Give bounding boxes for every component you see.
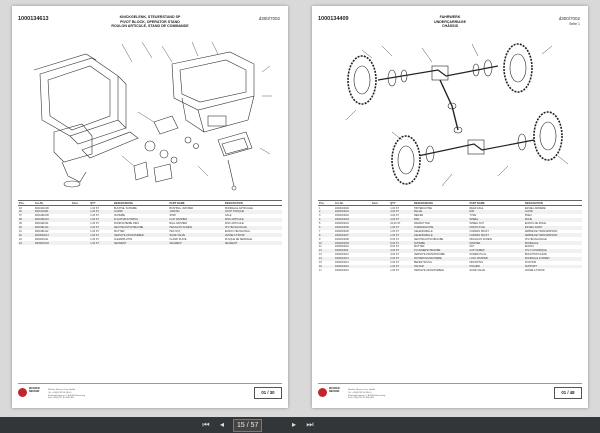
col-part-name: PART NAME xyxy=(468,201,523,206)
table-cell: SECHSKANTSCHRAUBE xyxy=(113,226,168,230)
table-cell: DISC ARTICULE xyxy=(224,218,282,222)
table-cell: BOUCHON FILETE xyxy=(524,253,547,257)
table-cell: 30 xyxy=(18,210,34,214)
table-cell: FLACHSPLINT/RING xyxy=(113,218,168,222)
col-anm: Anm. xyxy=(71,201,89,206)
table-cell: SEGMENT xyxy=(113,241,168,245)
table-cell: SEGMENT xyxy=(168,241,223,245)
page-title xyxy=(312,15,588,29)
last-page-icon[interactable]: ⏭ xyxy=(306,420,314,429)
footer-address: Wacker Neuson Linz GmbH Tel. +43(0)732 90 590-0 Flughafenstrasse 7, A-4063 Hörsching Fax +43(0)732 90 590-300 xyxy=(48,389,86,400)
table-cell: VIS CYLINDRIQUE xyxy=(524,249,582,253)
table-cell: 24,00 ST xyxy=(390,222,401,226)
table-cell: 1000013004 xyxy=(334,222,349,226)
table-cell: 1 xyxy=(319,206,321,210)
title-de: FAHRWERK xyxy=(439,15,461,19)
table-cell: SICHERUNGSSCHEIBE xyxy=(413,257,468,261)
table-cell: 0000161011 xyxy=(34,222,49,226)
table-cell: SEGMENT xyxy=(224,241,282,245)
table-cell: SCHEIBE xyxy=(413,241,468,245)
table-cell: DISC ARTICULE xyxy=(224,222,244,226)
table-cell: VIS HEXAGONALE xyxy=(524,237,547,241)
table-cell: 40 xyxy=(18,226,34,230)
table-cell: 0000161006 xyxy=(34,214,49,218)
table-cell: PLAQUE DE SERRAGE xyxy=(224,237,253,241)
table-cell: 37 xyxy=(19,214,22,218)
table-cell: REAR AXLE xyxy=(469,206,484,210)
col-qty: QTY xyxy=(389,201,413,206)
table-cell: 8,00 ST xyxy=(389,241,413,245)
current-page[interactable]: 15 xyxy=(237,422,245,429)
table-cell: BUCHSE, SCHEIBE xyxy=(114,206,137,210)
table-cell: 8,00 ST xyxy=(390,245,400,249)
table-cell: SUPPORT xyxy=(524,265,582,269)
table-cell: 6 xyxy=(318,226,334,230)
page-number-field[interactable] xyxy=(233,419,262,432)
table-cell: 8,00 ST xyxy=(390,237,400,241)
date-code: d300/7002 xyxy=(558,16,580,21)
table-cell: 1000013010 xyxy=(334,245,349,249)
table-cell: 42 xyxy=(18,233,34,237)
table-cell: GUMMI xyxy=(113,210,168,214)
table-cell: VANNE A TIROIR xyxy=(524,268,545,272)
table-cell: 1000013003 xyxy=(334,218,371,222)
table-cell: HEXAGON SCREW xyxy=(168,226,223,230)
table-cell: 1000013011 xyxy=(334,249,371,253)
document-page-left xyxy=(12,6,288,408)
table-cell: CARDAN SHAFT xyxy=(468,233,523,237)
table-cell: PNEU xyxy=(524,214,532,218)
table-cell: BEFESTIGUNG xyxy=(414,261,432,264)
title-de: KNICKGELENK, STEUERSTAND SP xyxy=(119,15,181,19)
table-cell: MOUNTING xyxy=(469,261,484,264)
table-cell: 44 xyxy=(18,241,34,245)
col-designation: DESIGNATION xyxy=(524,201,582,206)
pdf-viewer-toolbar xyxy=(0,417,600,433)
table-cell: 1000013008 xyxy=(334,237,349,241)
page-title xyxy=(12,15,288,29)
table-cell: 2,00 ST xyxy=(89,226,113,230)
table-cell: BUSHING, WASHER xyxy=(169,206,194,210)
table-cell: FLAT WASHER xyxy=(168,218,223,222)
table-cell: 0000181112 xyxy=(34,229,49,233)
col-art-nr: Art.-Nr. xyxy=(334,201,371,206)
table-cell: 41 xyxy=(19,229,22,233)
table-cell: RONDELLE D'ARRET xyxy=(524,257,582,261)
table-cell: 1000013006 xyxy=(334,229,349,233)
parts-table-body xyxy=(318,206,582,273)
table-cell: 0000181114 xyxy=(34,226,71,230)
sheet-label: Seite 1 xyxy=(569,22,580,26)
table-cell: 4 xyxy=(318,218,334,222)
table-cell: ECROU DE ROUE xyxy=(524,222,546,226)
col-bezeichnung: BEZEICHNUNG xyxy=(113,201,168,206)
table-cell: 2 xyxy=(318,210,334,214)
table-cell: VORDERACHSE xyxy=(413,226,468,230)
table-cell: SCHEIBE xyxy=(114,214,125,218)
table-cell: 9 xyxy=(319,237,321,241)
table-cell: FELGE xyxy=(413,210,468,214)
col-anm: Anm. xyxy=(371,201,389,206)
parts-table-body xyxy=(18,206,282,245)
table-cell: 1000013014 xyxy=(334,261,349,264)
table-cell: FRONT AXLE xyxy=(468,226,523,230)
table-cell: 4,00 ST xyxy=(389,249,413,253)
table-cell: 4,00 ST xyxy=(389,210,413,214)
col-pos: Pos. xyxy=(18,201,34,206)
table-cell: WASHER xyxy=(468,241,523,245)
table-cell: CALE xyxy=(224,214,232,218)
total-pages: / 57 xyxy=(246,422,259,429)
table-cell: MUTTER xyxy=(414,245,425,249)
footer-address: Wacker Neuson Linz GmbH Tel. +43(0)732 90 590-0 Flughafenstrasse 7, A-4063 Hörsching Fax +43(0)732 90 590-300 xyxy=(348,389,386,400)
table-cell: RONDELLE xyxy=(524,241,582,245)
table-cell: ESSIEU AVANT xyxy=(524,226,582,230)
table-cell: 1,00 ST xyxy=(90,229,100,233)
table-cell: 43 xyxy=(19,237,22,241)
table-cell: 1,00 ST xyxy=(389,226,413,230)
table-cell: SCREW PLUG xyxy=(469,253,487,257)
table-cell: 10 xyxy=(318,241,334,245)
table-cell: VERSCHLUSSSCHIEBER xyxy=(113,233,168,237)
table-cell: 0000101006 xyxy=(34,206,49,210)
table-cell: 1000013015 xyxy=(334,265,371,269)
table-cell: SLIDE VALVE xyxy=(168,233,223,237)
date-code: d300/7002 xyxy=(258,16,280,21)
table-cell: HINTERACHSE xyxy=(414,206,432,210)
table-cell: 1000013012 xyxy=(334,253,349,257)
table-cell: 39 xyxy=(19,222,22,226)
brand-name: WACKER NEUSON xyxy=(29,387,40,393)
table-cell: RADMUTTER xyxy=(414,222,430,226)
col-designation: DESIGNATION xyxy=(224,201,282,206)
table-cell: SLIDE VALVE xyxy=(469,268,486,272)
wacker-neuson-logo-icon xyxy=(18,388,27,397)
table-cell: 1000013007 xyxy=(334,233,371,237)
table-row xyxy=(318,268,582,272)
table-cell: KLEMMPLATTE xyxy=(114,237,133,241)
table-cell: GELENKWELLE xyxy=(413,233,468,237)
table-cell: ARBRE DE TRANSMISSION xyxy=(524,233,582,237)
part-number: 1000134409 xyxy=(318,16,349,22)
table-cell: 8 xyxy=(318,233,334,237)
table-cell: HEX NUT xyxy=(169,229,181,233)
table-cell: CARDAN SHAFT xyxy=(469,229,489,233)
table-cell: 1,00 ST xyxy=(89,233,113,237)
table-cell: MUTTER xyxy=(114,229,125,233)
parts-table xyxy=(18,200,282,245)
table-cell: 1,00 ST xyxy=(90,206,100,210)
table-cell: 1000013000 xyxy=(334,206,349,210)
table-cell: BALL WASHER xyxy=(169,222,188,226)
table-cell: ROUE xyxy=(524,218,582,222)
table-cell: CLAMP PLATE xyxy=(169,237,187,241)
table-cell: 11 xyxy=(319,245,322,249)
exploded-drawing-pivot-block xyxy=(22,36,278,196)
table-cell: 1,00 ST xyxy=(390,268,400,272)
table-cell: REIFEN xyxy=(414,214,424,218)
table-cell: 1,00 ST xyxy=(90,222,100,226)
table-cell: 1,00 ST xyxy=(390,229,400,233)
table-cell: 1000013002 xyxy=(334,214,349,218)
table-cell: 0000161010 xyxy=(34,218,71,222)
table-cell: 1,00 ST xyxy=(390,206,400,210)
part-number: 1000134613 xyxy=(18,16,49,22)
table-cell: VERSCHLUSSSCHRAUBE xyxy=(414,253,445,257)
table-cell: 1000013013 xyxy=(334,257,371,261)
table-cell: JANTE xyxy=(524,210,582,214)
table-cell: 15 xyxy=(319,261,322,264)
table-cell: 1,00 ST xyxy=(89,210,113,214)
table-cell: 0000114091 xyxy=(34,210,71,214)
title-en: PIVOT BLOCK, OPERATOR STAND xyxy=(120,19,180,24)
table-cell: 2,00 ST xyxy=(389,257,413,261)
table-cell: 1000013005 xyxy=(334,226,371,230)
table-cell: 18 xyxy=(19,206,22,210)
table-cell: 1,00 ST xyxy=(90,214,100,218)
table-cell: LOCK WASHER xyxy=(468,257,523,261)
table-cell: RUNDSCHEIBE RING xyxy=(114,222,140,226)
page-footer xyxy=(18,383,282,400)
table-cell: 0000000013 xyxy=(34,233,71,237)
col-bezeichnung: BEZEICHNUNG xyxy=(413,201,468,206)
table-cell: 17 xyxy=(319,268,322,272)
table-cell: 0000000103 xyxy=(34,241,71,245)
exploded-drawing-undercarriage xyxy=(322,36,578,196)
table-cell: RONDELLE ARTICULEE xyxy=(224,206,253,210)
table-cell: HOLDER xyxy=(468,265,523,269)
table-cell: 4,00 ST xyxy=(389,218,413,222)
table-cell: GELENKWELLE xyxy=(414,229,433,233)
table-cell: VERSCHLUSSSCHIEBER xyxy=(414,268,444,272)
table-cell: HALTER xyxy=(413,265,468,269)
table-cell: 0000000111 xyxy=(34,237,49,241)
table-cell: 1,00 ST xyxy=(89,241,113,245)
table-cell: JOINING xyxy=(168,210,223,214)
previous-page-icon[interactable]: ◂ xyxy=(219,420,224,429)
table-cell: 4,00 ST xyxy=(390,253,400,257)
table-cell: 38 xyxy=(18,218,34,222)
table-cell: 4,00 ST xyxy=(390,214,400,218)
table-cell: 16 xyxy=(318,265,334,269)
table-cell xyxy=(371,268,389,272)
col-art-nr: Art.-Nr. xyxy=(34,201,71,206)
page-label: 01 / 48 xyxy=(554,387,582,399)
table-cell: 14 xyxy=(318,257,334,261)
table-cell: 5 xyxy=(319,222,321,226)
col-pos: Pos. xyxy=(318,201,334,206)
table-cell: HEXAGON SCREW xyxy=(469,237,492,241)
table-cell: FIXATION xyxy=(524,261,537,264)
table-cell: WHEEL NUT xyxy=(469,222,485,226)
table-cell: CAP SCREW xyxy=(468,249,523,253)
table-cell: 3 xyxy=(319,214,321,218)
table-cell: 1,00 ST xyxy=(389,233,413,237)
table-cell: TYRE xyxy=(469,214,477,218)
page-footer xyxy=(318,383,582,400)
table-cell: 1000013009 xyxy=(334,241,371,245)
parts-table xyxy=(318,200,582,272)
table-cell: RAD xyxy=(413,218,468,222)
table-cell: WHEEL xyxy=(468,218,523,222)
title-en: UNDERCARRIAGE xyxy=(434,19,466,24)
table-cell: SHIM xyxy=(169,214,176,218)
page-label: 01 / 30 xyxy=(254,387,282,399)
table-cell: RIM xyxy=(468,210,523,214)
table-cell: NUT xyxy=(469,245,475,249)
next-page-icon[interactable]: ▸ xyxy=(291,420,296,429)
table-cell: 1000013001 xyxy=(334,210,371,214)
table-cell: ECROU xyxy=(524,245,534,249)
table-cell: 7 xyxy=(319,229,321,233)
title-fr: ROULON ARTICULE, STAND DE COMMANDE xyxy=(111,24,189,29)
title-fr: CHÂSSIS xyxy=(442,24,458,29)
wacker-neuson-logo-icon xyxy=(318,388,327,397)
table-cell: JOINT TORIQUE xyxy=(224,210,282,214)
table-cell: 1,00 ST xyxy=(89,218,113,222)
col-part-name: PART NAME xyxy=(168,201,223,206)
document-page-right xyxy=(312,6,588,408)
table-row xyxy=(18,241,282,245)
table-cell: 12 xyxy=(318,249,334,253)
table-cell: 13 xyxy=(319,253,322,257)
table-cell: ESSIEU ARRIERE xyxy=(524,206,546,210)
table-cell: 1,00 ST xyxy=(389,265,413,269)
table-cell: VANNE A TIROIR xyxy=(224,233,282,237)
table-cell: ZYLINDERSCHRAUBE xyxy=(413,249,468,253)
table-cell: ECROU HEXAGONAL xyxy=(224,229,251,233)
table-cell: 1,00 ST xyxy=(90,237,100,241)
table-cell xyxy=(71,241,89,245)
col-qty: QTY xyxy=(89,201,113,206)
table-cell: 2,00 ST xyxy=(390,261,400,264)
table-cell: VIS HEXAGONALE xyxy=(224,226,282,230)
table-cell: 1000013016 xyxy=(334,268,349,272)
table-cell: SECHSKANTSCHRAUBE xyxy=(414,237,444,241)
first-page-icon[interactable]: ⏮ xyxy=(202,420,210,429)
brand-name: WACKER NEUSON xyxy=(329,387,340,393)
table-cell: ARBRE DE TRANSMISSION xyxy=(524,229,558,233)
